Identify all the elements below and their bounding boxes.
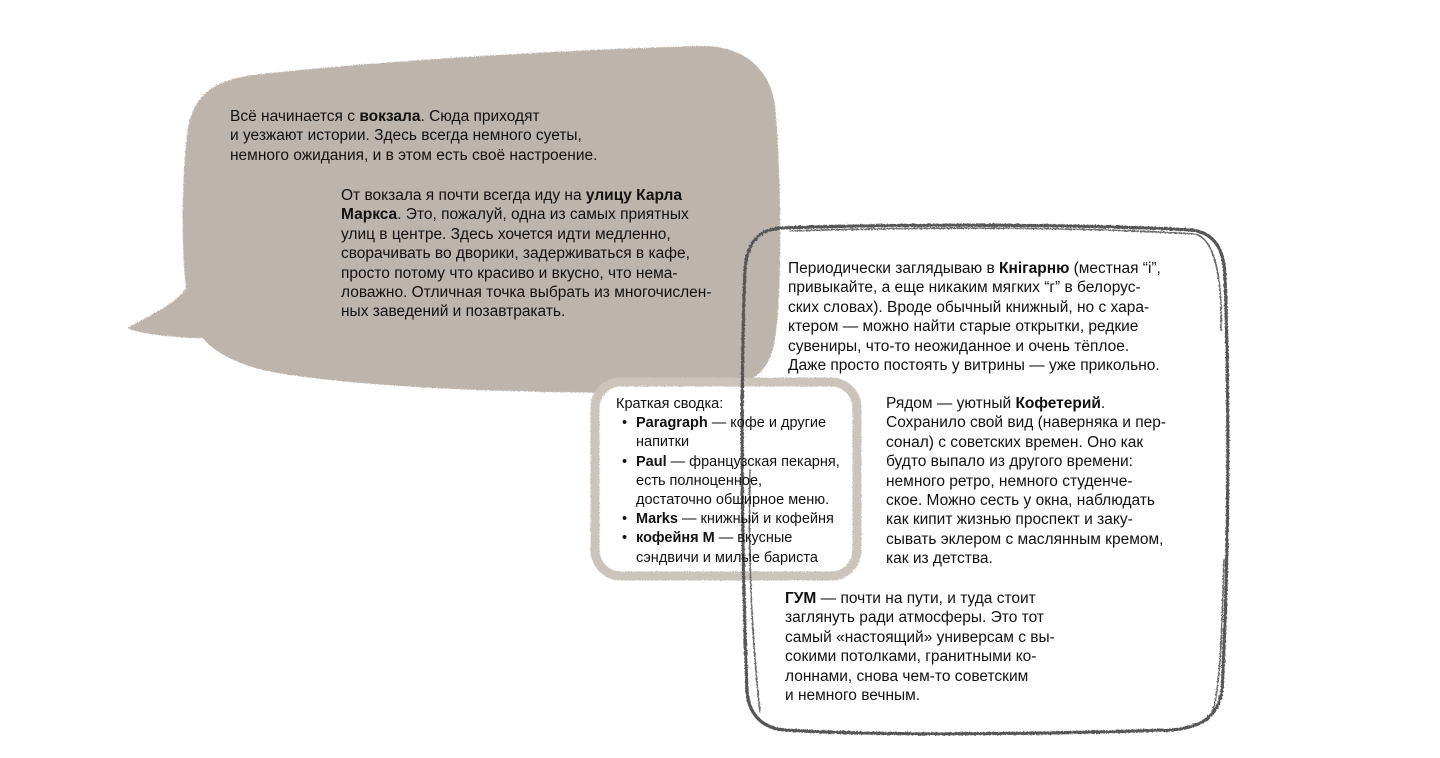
paragraph-line bbox=[341, 205, 712, 224]
text-segment: Всё начинается с bbox=[230, 108, 360, 125]
bold-text: Marks bbox=[636, 511, 678, 528]
bullet-icon: • bbox=[622, 415, 628, 432]
text-segment: ских словах). Вроде обычный книжный, но с хара- bbox=[788, 298, 1150, 316]
paragraph-line bbox=[886, 549, 1166, 568]
text-segment: как кипит жизнью проспект и заку- bbox=[886, 511, 1133, 529]
paragraph-line bbox=[230, 146, 597, 165]
summary-item bbox=[616, 453, 840, 511]
paragraph-line bbox=[785, 608, 1055, 627]
paragraph-line bbox=[886, 510, 1166, 529]
text-segment: ское. Можно сесть у окна, наблюдать bbox=[886, 492, 1155, 510]
text-segment: лоннами, снова чем-то советским bbox=[785, 667, 1029, 685]
text-segment: Рядом — уютный bbox=[886, 395, 1016, 412]
summary-item-line bbox=[636, 510, 840, 529]
summary-item-line bbox=[636, 549, 840, 568]
paragraph-line bbox=[886, 472, 1166, 491]
summary-item bbox=[616, 510, 840, 529]
text-segment: будто выпало из другого времени: bbox=[886, 453, 1133, 471]
text-segment: немного ретро, немного студенче- bbox=[886, 472, 1133, 490]
summary-box bbox=[616, 395, 840, 568]
paragraph-line bbox=[788, 259, 1161, 278]
text-segment: — почти на пути, и туда стоит bbox=[816, 590, 1036, 607]
text-segment: сокими потолками, гранитными ко- bbox=[785, 648, 1037, 666]
text-segment: напитки bbox=[636, 434, 690, 451]
text-segment: как из детства. bbox=[886, 550, 993, 568]
bold-text: вокзала bbox=[359, 108, 421, 125]
text-segment: Даже просто постоять у витрины — уже прикольно. bbox=[788, 357, 1160, 375]
text-segment: сворачивать во дворики, задерживаться в кафе, bbox=[341, 245, 690, 263]
text-segment: есть полноценное, bbox=[636, 472, 763, 489]
paragraph-line bbox=[886, 530, 1166, 549]
paragraph-line bbox=[230, 126, 597, 145]
intro-paragraph bbox=[230, 107, 597, 165]
paragraph-line bbox=[785, 647, 1055, 666]
summary-item-line bbox=[636, 472, 840, 491]
summary-item bbox=[616, 529, 840, 567]
text-segment: Периодически заглядываю в bbox=[788, 260, 1000, 277]
paragraph-line bbox=[886, 394, 1166, 413]
bullet-icon: • bbox=[622, 453, 628, 470]
bold-text: улицу Карла bbox=[585, 187, 682, 204]
bold-text: Paragraph bbox=[636, 415, 708, 432]
text-segment: ловажно. Отличная точка выбрать из многочислен- bbox=[341, 284, 712, 302]
summary-item bbox=[616, 414, 840, 452]
summary-item-line bbox=[636, 414, 840, 433]
karl-marx-street-paragraph bbox=[341, 186, 712, 322]
paragraph-line bbox=[788, 278, 1161, 297]
paragraph-line bbox=[886, 452, 1166, 471]
paragraph-line bbox=[341, 225, 712, 244]
summary-title: Краткая сводка: bbox=[616, 396, 724, 412]
text-segment: сувениры, что-то неожиданное и очень тёплое. bbox=[788, 337, 1130, 355]
summary-item-line bbox=[636, 491, 840, 510]
paragraph-line bbox=[886, 433, 1166, 452]
paragraph-line bbox=[785, 628, 1055, 647]
paragraph-line bbox=[785, 667, 1055, 686]
text-segment: — французская пекарня, bbox=[666, 453, 840, 470]
paragraph-line bbox=[788, 298, 1161, 317]
text-segment: . Это, пожалуй, одна из самых приятных bbox=[397, 206, 689, 224]
text-segment: (местная “i”, bbox=[1069, 260, 1161, 277]
text-segment: и уезжают истории. Здесь всегда немного суеты, bbox=[230, 127, 582, 145]
text-segment: достаточно обширное меню. bbox=[636, 492, 830, 509]
bold-text: ГУМ bbox=[785, 590, 817, 607]
summary-item-line bbox=[636, 453, 840, 472]
paragraph-line bbox=[785, 686, 1055, 705]
cafe-paragraph bbox=[886, 394, 1166, 569]
text-segment: От вокзала я почти всегда иду на bbox=[341, 187, 586, 204]
bold-text: Кофетерий bbox=[1015, 395, 1101, 412]
paragraph-line bbox=[341, 283, 712, 302]
bold-text: Маркса bbox=[341, 206, 398, 224]
text-segment: — книжный и кофейня bbox=[677, 511, 834, 528]
text-segment: Сохранило свой вид (наверняка и пер- bbox=[886, 414, 1167, 432]
text-segment: и немного вечным. bbox=[785, 687, 921, 705]
text-segment: — кофе и другие bbox=[707, 415, 827, 432]
text-segment: самый «настоящий» универсам с вы- bbox=[785, 628, 1055, 646]
paragraph-line bbox=[788, 317, 1161, 336]
summary-list bbox=[616, 414, 840, 568]
bullet-icon: • bbox=[622, 511, 628, 528]
bold-text: Paul bbox=[636, 453, 667, 470]
paragraph-line bbox=[788, 337, 1161, 356]
text-segment: ных заведений и позавтракать. bbox=[341, 303, 566, 321]
text-segment: ктером — можно найти старые открытки, редкие bbox=[788, 318, 1139, 336]
text-segment: — вкусные bbox=[714, 530, 793, 547]
paragraph-line bbox=[230, 107, 597, 126]
bullet-icon: • bbox=[622, 530, 628, 547]
paragraph-line bbox=[341, 186, 712, 205]
text-segment: привыкайте, а еще никаким мягких “г” в белорус- bbox=[788, 279, 1141, 297]
text-segment: . Сюда приходят bbox=[420, 108, 540, 125]
text-segment: просто потому что красиво и вкусно, что нема- bbox=[341, 264, 678, 282]
paragraph-line bbox=[788, 356, 1161, 375]
paragraph-line bbox=[886, 491, 1166, 510]
text-segment: сонал) с советских времен. Оно как bbox=[886, 433, 1144, 451]
paragraph-line bbox=[341, 302, 712, 321]
paragraph-line bbox=[886, 413, 1166, 432]
text-segment: улиц в центре. Здесь хочется идти медленно, bbox=[341, 225, 671, 243]
summary-item-line bbox=[636, 433, 840, 452]
text-segment: сывать эклером с маслянным кремом, bbox=[886, 530, 1164, 548]
text-segment: немного ожидания, и в этом есть своё настроение. bbox=[230, 146, 598, 164]
paragraph-line bbox=[341, 264, 712, 283]
bold-text: кофейня М bbox=[636, 530, 715, 547]
paragraph-line bbox=[341, 244, 712, 263]
paragraph-line bbox=[785, 589, 1055, 608]
bold-text: Кнiгарню bbox=[999, 260, 1070, 277]
summary-item-line bbox=[636, 529, 840, 548]
bookstore-paragraph bbox=[788, 259, 1161, 375]
text-segment: . bbox=[1100, 395, 1106, 412]
text-segment: заглянуть ради атмосферы. Это тот bbox=[785, 609, 1044, 627]
gum-paragraph bbox=[785, 589, 1055, 705]
text-segment: сэндвичи и милые бариста bbox=[636, 549, 818, 566]
